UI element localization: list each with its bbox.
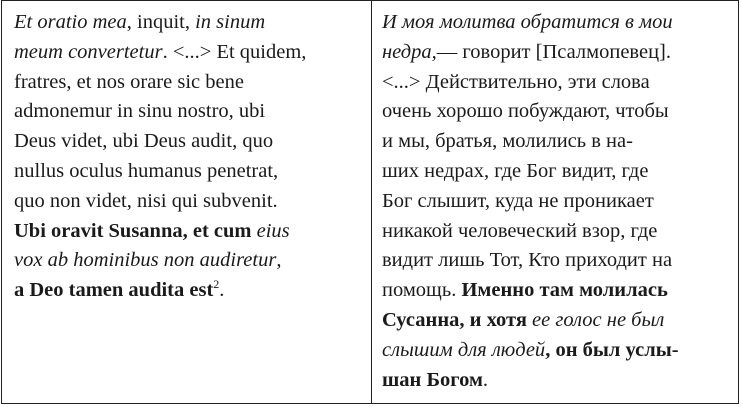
russian-text-line — [382, 366, 730, 396]
plain-text: . — [219, 279, 225, 302]
plain-text: admonemur in sinu nostro, ubi — [14, 100, 266, 123]
footnote-marker: 2 — [213, 277, 220, 292]
plain-text: , inquit, — [126, 11, 196, 33]
latin-column — [2, 1, 372, 403]
russian-text-line — [382, 217, 730, 247]
russian-text-line — [382, 336, 730, 366]
bold-text: , он был услы- — [545, 338, 679, 361]
russian-column — [372, 1, 738, 403]
italic-text: in sinum — [195, 11, 266, 33]
plain-text: ших недрах, где Бог видит, где — [382, 159, 649, 182]
plain-text: Deus videt, ubi Deus audit, quo — [14, 130, 274, 153]
plain-text: помощь. — [382, 279, 462, 302]
russian-text-line — [382, 38, 730, 68]
plain-text: quo non videt, nisi qui subvenit. — [14, 189, 278, 212]
plain-text: Бог слышит, куда не проникает — [382, 189, 654, 212]
plain-text: и мы, братья, молились в на- — [382, 130, 633, 153]
plain-text: очень хорошо побуждают, чтобы — [382, 100, 669, 123]
italic-text: И моя молитва обратится в мои — [382, 11, 673, 33]
bold-text: a Deo tamen audita est — [14, 279, 214, 302]
plain-text: . — [482, 368, 489, 391]
russian-text-line — [382, 306, 730, 336]
russian-text-line — [382, 187, 730, 217]
italic-text: vox ab hominibus non audiretur — [14, 249, 277, 272]
russian-text-line — [382, 246, 730, 276]
plain-text: , — [276, 249, 282, 272]
latin-text-line — [14, 246, 363, 276]
parallel-text-table — [1, 0, 739, 404]
plain-text: видит лишь Тот, Кто приходит на — [382, 249, 673, 272]
plain-text: никакой человеческий взор, где — [382, 219, 658, 242]
italic-text: слышим для людей — [382, 338, 546, 361]
bold-text: Сусанна, и хотя — [382, 308, 533, 331]
plain-text: <...> Действительно, эти слова — [382, 70, 650, 93]
russian-text-line — [382, 68, 730, 98]
russian-text-line — [382, 8, 730, 38]
italic-text: ее голос не был — [532, 308, 665, 331]
russian-text-line — [382, 157, 730, 187]
plain-text: . <...> Et quidem, — [162, 40, 307, 63]
russian-text-line — [382, 276, 730, 306]
latin-text-line — [14, 8, 363, 38]
latin-text-line — [14, 68, 363, 98]
latin-text-line — [14, 97, 363, 127]
latin-text-line — [14, 127, 363, 157]
italic-text: eius — [256, 219, 290, 242]
latin-text-line — [14, 157, 363, 187]
latin-text-line — [14, 38, 363, 68]
italic-text: Et oratio mea — [14, 11, 127, 33]
bold-text: шан Богом — [382, 368, 483, 391]
bold-text: Именно там молилась — [461, 279, 668, 302]
russian-text-line — [382, 97, 730, 127]
plain-text: fratres, et nos orare sic bene — [14, 70, 244, 93]
latin-text-line — [14, 187, 363, 217]
plain-text: nullus oculus humanus penetrat, — [14, 159, 279, 182]
italic-text: meum convertetur — [14, 40, 163, 63]
latin-text-line — [14, 217, 363, 247]
plain-text: — говорит [Псалмопевец]. — [436, 40, 671, 63]
latin-text-line — [14, 276, 363, 306]
bold-text: Ubi oravit Susanna, et cum — [14, 219, 257, 242]
russian-text-line — [382, 127, 730, 157]
italic-text: недра, — [382, 40, 437, 63]
